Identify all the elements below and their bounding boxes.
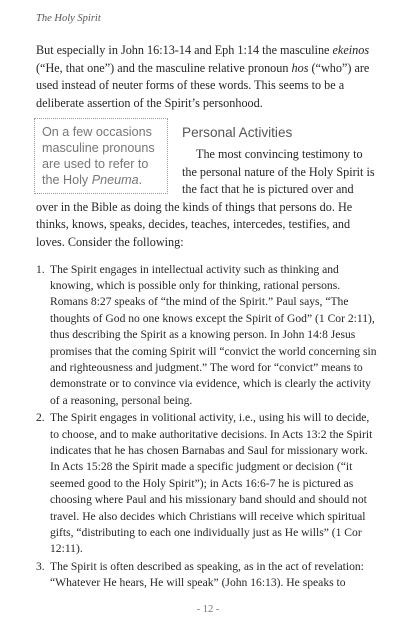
list-number: 2. xyxy=(36,411,45,425)
list-item xyxy=(36,410,377,558)
intro-text-1: But especially in John 16:13-14 and Eph 1:14 the masculine xyxy=(36,43,333,57)
section-heading: Personal Activities xyxy=(182,125,293,141)
greek-ekeinos: ekeinos xyxy=(332,43,370,57)
callout-end: . xyxy=(138,173,143,188)
page-content xyxy=(36,42,377,593)
intro-text-2: (“He, that one”) and the masculine relative pronoun xyxy=(36,60,292,75)
list-item xyxy=(36,559,377,592)
list-text: The Spirit engages in intellectual activity such as thinking and knowing, which is possible only for thinking, rational persons. Romans 8:27 speaks of “the mind of the Spirit.” Paul says, “The thoughts of God no one knows except the Spirit of God” (1 Cor 2:11), thus describing the Spirit as a knowing person. In John 14:8 Jesus promises that the coming Spirit will “convict the world concerning sin and righteousness and judgment.” The word for “convict” means to demonstrate or to convince via evidence, which is clearly the activity of a reasoning, personal being. xyxy=(50,262,377,407)
numbered-list xyxy=(36,262,377,592)
list-number: 1. xyxy=(36,262,45,276)
page-number: - 12 - xyxy=(196,604,220,615)
list-item xyxy=(36,262,377,410)
callout-pneuma: Pneuma xyxy=(91,173,139,188)
list-text: The Spirit engages in volitional activity, i.e., using his will to decide, to choose, and to make authoritative decisions. In Acts 13:2 the Spirit indicates that he has chosen Barnabas and Saul for missionary work. In Acts 15:28 the Spirit made a specific judgment or decision (“it seemed good to the Holy Spirit”); in Acts 16:6-7 he is pictured as choosing where Paul and his missionary band should and should not travel. He also decides which Christians will receive which spiritual gifts, “distributing to each one individually just as He wills” (1 Cor 12:11). xyxy=(50,411,373,556)
running-head: The Holy Spirit xyxy=(36,13,101,24)
greek-hos: hos xyxy=(291,60,309,75)
pull-quote-callout xyxy=(34,118,168,194)
body-paragraph: The most convincing testimony to the personal nature of the Holy Spirit is the fact that he is pictured over and over in the Bible as doing the kinds of things that persons do. He thinks, knows, speaks, decides, teaches, intercedes, testifies, and loves. Consider the following: xyxy=(36,146,375,249)
list-text: The Spirit is often described as speaking, as in the act of revelation: “Whatever He hears, He will speak” (John 16:13). He speaks to xyxy=(50,559,364,590)
intro-paragraph xyxy=(36,42,377,112)
list-number: 3. xyxy=(36,559,45,573)
callout-text: On a few occasions masculine pronouns are used to refer to the Holy xyxy=(42,125,155,188)
intro-text-3: (“who”) are used instead of neuter forms of these words. This seems to be a deliberate assertion of the Spirit’s personhood. xyxy=(36,60,370,110)
